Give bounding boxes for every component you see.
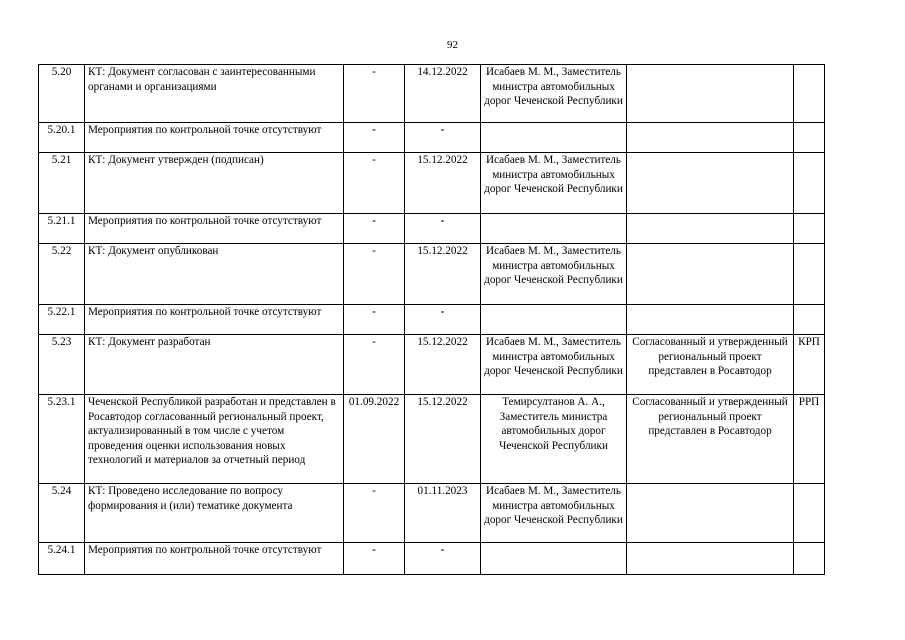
table-row [39, 153, 825, 214]
responsible-person-cell: Исабаев М. М., Заместитель министра автомобильных дорог Чеченской Республики [481, 153, 627, 214]
responsible-person-cell: Исабаев М. М., Заместитель министра автомобильных дорог Чеченской Республики [481, 335, 627, 395]
start-date-cell: - [344, 244, 405, 305]
document-type-cell: РРП [794, 395, 825, 484]
responsible-person-cell: Темирсултанов А. А., Заместитель министра автомобильных дорог Чеченской Республики [481, 395, 627, 484]
activity-name-cell: Мероприятия по контрольной точке отсутствуют [85, 305, 344, 335]
document-type-cell [794, 543, 825, 575]
document-type-cell [794, 153, 825, 214]
table-row [39, 395, 825, 484]
start-date-cell: - [344, 123, 405, 153]
end-date-cell: - [405, 214, 481, 244]
responsible-person-cell: Исабаев М. М., Заместитель министра автомобильных дорог Чеченской Республики [481, 244, 627, 305]
end-date-cell: 15.12.2022 [405, 335, 481, 395]
result-description-cell [627, 65, 794, 123]
row-number-cell: 5.21 [39, 153, 85, 214]
start-date-cell: - [344, 543, 405, 575]
row-number-cell: 5.23 [39, 335, 85, 395]
table-row [39, 244, 825, 305]
page-number: 92 [447, 39, 458, 51]
table-row [39, 214, 825, 244]
row-number-cell: 5.20 [39, 65, 85, 123]
document-type-cell [794, 484, 825, 543]
start-date-cell: - [344, 484, 405, 543]
result-description-cell: Согласованный и утвержденный региональный проект представлен в Росавтодор [627, 395, 794, 484]
end-date-cell: 01.11.2023 [405, 484, 481, 543]
responsible-person-cell [481, 214, 627, 244]
start-date-cell: - [344, 65, 405, 123]
row-number-cell: 5.24.1 [39, 543, 85, 575]
start-date-cell: - [344, 335, 405, 395]
table-row [39, 543, 825, 575]
row-number-cell: 5.22.1 [39, 305, 85, 335]
responsible-person-cell [481, 305, 627, 335]
responsible-person-cell: Исабаев М. М., Заместитель министра автомобильных дорог Чеченской Республики [481, 65, 627, 123]
responsible-person-cell [481, 543, 627, 575]
end-date-cell: 15.12.2022 [405, 244, 481, 305]
table-row [39, 123, 825, 153]
result-description-cell [627, 484, 794, 543]
activity-name-cell: КТ: Документ согласован с заинтересованными органами и организациями [85, 65, 344, 123]
result-description-cell [627, 214, 794, 244]
end-date-cell: - [405, 305, 481, 335]
activity-name-cell: КТ: Документ утвержден (подписан) [85, 153, 344, 214]
document-type-cell [794, 214, 825, 244]
result-description-cell [627, 305, 794, 335]
start-date-cell: - [344, 153, 405, 214]
activity-name-cell: КТ: Проведено исследование по вопросу формирования и (или) тематике документа [85, 484, 344, 543]
responsible-person-cell: Исабаев М. М., Заместитель министра автомобильных дорог Чеченской Республики [481, 484, 627, 543]
responsible-person-cell [481, 123, 627, 153]
result-description-cell: Согласованный и утвержденный региональный проект представлен в Росавтодор [627, 335, 794, 395]
end-date-cell: 15.12.2022 [405, 153, 481, 214]
implementation-plan-table [38, 64, 825, 575]
row-number-cell: 5.22 [39, 244, 85, 305]
row-number-cell: 5.20.1 [39, 123, 85, 153]
start-date-cell: 01.09.2022 [344, 395, 405, 484]
start-date-cell: - [344, 305, 405, 335]
activity-name-cell: КТ: Документ разработан [85, 335, 344, 395]
end-date-cell: - [405, 543, 481, 575]
document-type-cell [794, 305, 825, 335]
result-description-cell [627, 543, 794, 575]
row-number-cell: 5.24 [39, 484, 85, 543]
result-description-cell [627, 123, 794, 153]
document-type-cell [794, 244, 825, 305]
table-row [39, 305, 825, 335]
activity-name-cell: Чеченской Республикой разработан и представлен в Росавтодор согласованный региональный проект, актуализированный в том числе с учетом проведения оценки использования новых технологий и материалов за отчетный период [85, 395, 344, 484]
end-date-cell: 14.12.2022 [405, 65, 481, 123]
table-row [39, 65, 825, 123]
table-row [39, 484, 825, 543]
end-date-cell: - [405, 123, 481, 153]
result-description-cell [627, 153, 794, 214]
activity-name-cell: Мероприятия по контрольной точке отсутствуют [85, 543, 344, 575]
start-date-cell: - [344, 214, 405, 244]
result-description-cell [627, 244, 794, 305]
activity-name-cell: КТ: Документ опубликован [85, 244, 344, 305]
document-type-cell [794, 65, 825, 123]
row-number-cell: 5.23.1 [39, 395, 85, 484]
table-body [39, 65, 825, 575]
end-date-cell: 15.12.2022 [405, 395, 481, 484]
document-type-cell [794, 123, 825, 153]
activity-name-cell: Мероприятия по контрольной точке отсутствуют [85, 123, 344, 153]
table-row [39, 335, 825, 395]
document-type-cell: КРП [794, 335, 825, 395]
row-number-cell: 5.21.1 [39, 214, 85, 244]
activity-name-cell: Мероприятия по контрольной точке отсутствуют [85, 214, 344, 244]
